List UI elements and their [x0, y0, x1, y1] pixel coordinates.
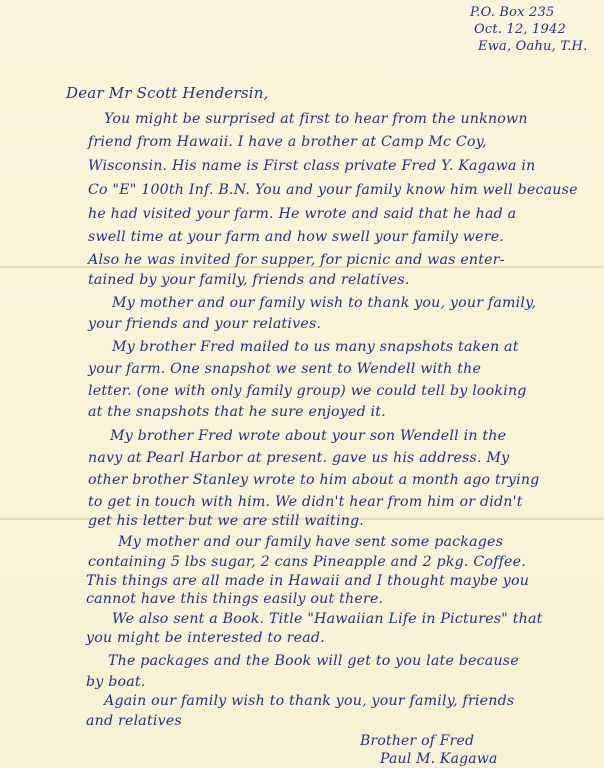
letter-line: to get in touch with him. We didn't hear from him or didn't	[88, 494, 523, 510]
letter-line: Again our family wish to thank you, your family, friends	[104, 693, 515, 709]
letter-line: This things are all made in Hawaii and I thought maybe you	[86, 573, 530, 589]
letter-line: My brother Fred wrote about your son Wendell in the	[110, 428, 507, 444]
letter-line: Wisconsin. His name is First class private Fred Y. Kagawa in	[88, 158, 536, 174]
letter-line: and relatives	[86, 713, 182, 729]
salutation: Dear Mr Scott Hendersin,	[66, 84, 269, 102]
letter-line: You might be surprised at first to hear from the unknown	[104, 111, 528, 127]
letter-line: your friends and your relatives.	[88, 316, 322, 332]
letter-line: My brother Fred mailed to us many snapshots taken at	[112, 339, 519, 355]
letter-line: at the snapshots that he sure enjoyed it.	[88, 404, 386, 420]
letter-line: tained by your family, friends and relatives.	[88, 272, 410, 288]
letter-line: Also he was invited for supper, for picnic and was enter-	[88, 252, 505, 268]
address-line: P.O. Box 235	[470, 5, 555, 20]
letter-line: your farm. One snapshot we sent to Wendell with the	[88, 361, 482, 377]
signature-name: Paul M. Kagawa	[380, 751, 498, 767]
letter-line: other brother Stanley wrote to him about a month ago trying	[88, 472, 540, 488]
address-line: Oct. 12, 1942	[474, 22, 566, 37]
letter-line: containing 5 lbs sugar, 2 cans Pineapple and 2 pkg. Coffee.	[88, 554, 526, 570]
letter-line: Co "E" 100th Inf. B.N. You and your family know him well because	[88, 182, 578, 198]
letter-line: navy at Pearl Harbor at present. gave us his address. My	[88, 450, 510, 466]
letter-line: swell time at your farm and how swell your family were.	[88, 229, 505, 245]
letter-line: you might be interested to read.	[86, 630, 325, 646]
letter-line: friend from Hawaii. I have a brother at Camp Mc Coy,	[88, 134, 487, 150]
address-line: Ewa, Oahu, T.H.	[478, 39, 588, 54]
letter-line: My mother and our family have sent some packages	[118, 534, 504, 550]
letter-line: by boat.	[86, 674, 146, 690]
letter-line: he had visited your farm. He wrote and said that he had a	[88, 206, 517, 222]
letter-line: My mother and our family wish to thank you, your family,	[112, 295, 537, 311]
letter-line: We also sent a Book. Title "Hawaiian Life in Pictures" that	[112, 611, 543, 627]
letter-line: letter. (one with only family group) we could tell by looking	[88, 383, 527, 399]
letter-line: The packages and the Book will get to you late because	[108, 653, 519, 669]
letter-line: get his letter but we are still waiting.	[88, 513, 365, 529]
letter-line: cannot have this things easily out there.	[86, 591, 384, 607]
signature-line: Brother of Fred	[360, 733, 475, 749]
